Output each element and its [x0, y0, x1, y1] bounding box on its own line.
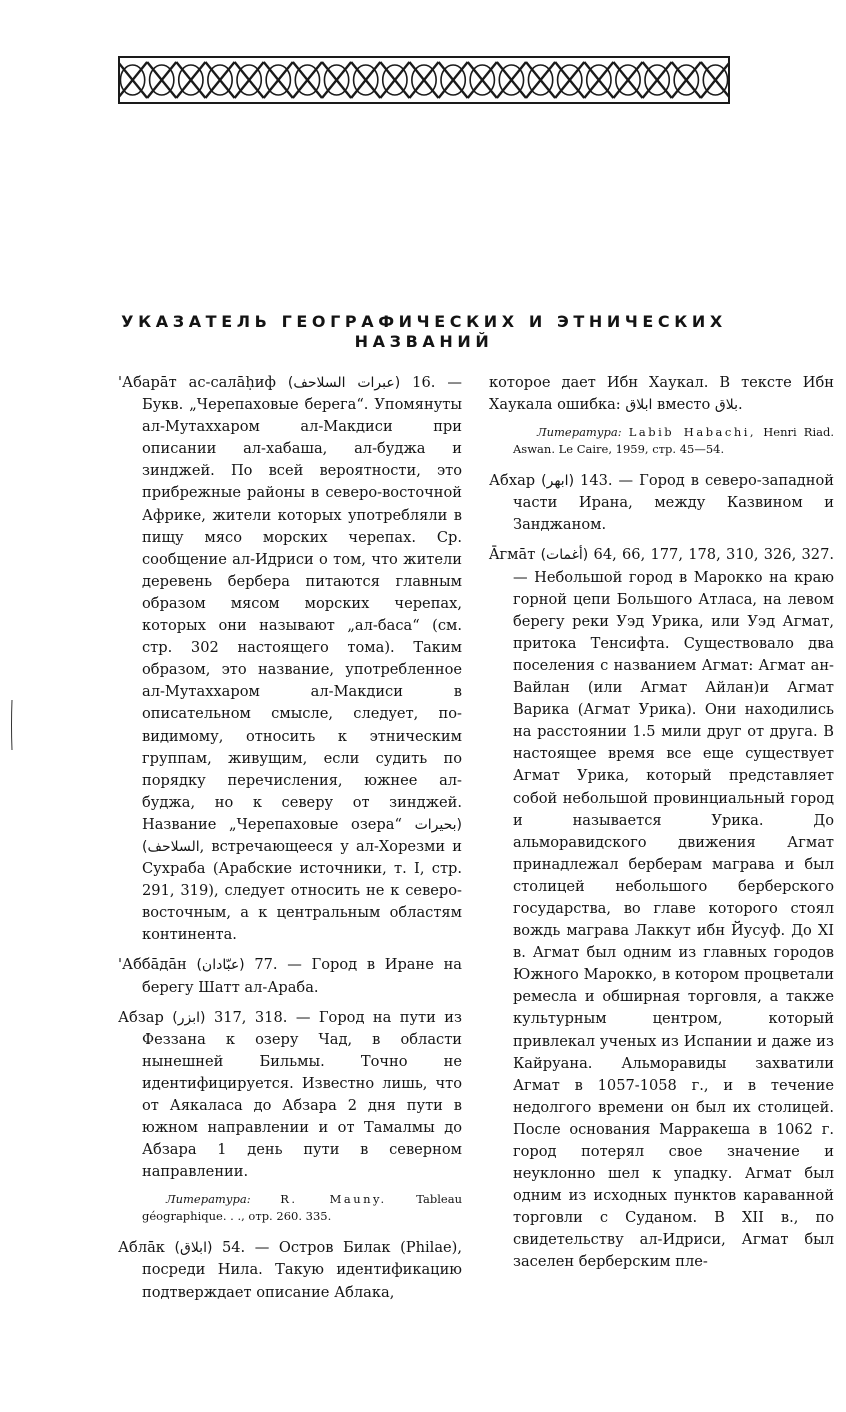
- entry-head: Абхар: [489, 472, 536, 490]
- literature-note: [118, 1191, 462, 1225]
- continuation-end: .: [738, 396, 743, 414]
- entry-body: 143. — Город в северо-западной части Ирана, между Казвином и Занджаном.: [513, 472, 834, 534]
- literature-note: [489, 424, 834, 458]
- entry-arabic: (أغمات): [540, 547, 589, 564]
- margin-pencil-mark: [10, 700, 14, 750]
- decorative-ornament-band: [118, 56, 730, 104]
- entry-body: 16. — Букв. „Черепаховые берега“. Упомянуты ал-Мутаххаром ал-Макдиси при описании ал-хабаша, ал-буджа и зинджей. По всей вероятности, это прибрежные районы в северо-восточной Африке, жители которых употребляли в пищу мясо морских черепах. Ср. сообщение ал-Идриси о том, что жители деревень бербера питаются главным образом мясом морских черепах, которых они называют „ал-баса“ (см. стр. 302 настоящего тома). Таким образом, это название, употребленное ал-Мутаххаром ал-Макдиси в описательном смысле, следует, по-видимому, относить к этническим группам, живущим, если судить по порядку перечисления, южнее ал-буджа, но к северу от зинджей. Название „Черепаховые озера“: [142, 374, 462, 833]
- literature-author: Labib Habachi,: [628, 425, 757, 440]
- index-entry: [118, 1237, 462, 1303]
- entry-body-2: , встречающееся у ал-Хорезми и Сухраба (Арабские источники, т. I, стр. 291, 319), следует относить не к северо-восточным, а к центральным областям континента.: [142, 837, 462, 944]
- literature-label: Литература:: [537, 425, 622, 440]
- continuation-mid: вместо: [652, 396, 715, 414]
- entry-body: 77. — Город в Иране на берегу Шатт ал-Араба.: [142, 956, 462, 996]
- index-entry: [118, 1007, 462, 1184]
- entry-head: Āгмāт: [489, 546, 536, 564]
- entry-body: 64, 66, 177, 178, 310, 326, 327. — Небольшой город в Марокко на краю горной цепи Большого Атласа, на левом берегу реки Уэд Урика, или Уэд Агмат, притока Тенсифта. Существовало два поселения с названием Агмат: Агмат ан-Вайлан (или Агмат Айлан)и Агмат Варика (Агмат Урика). Они находились на расстоянии 1.5 мили друг от друга. В настоящее время все еще существует Агмат Урика, который представляет собой небольшой провинциальный город и называется Урика. До альморавидского движения Агмат принадлежал берберам маграва и был столицей небольшого берберского государства, во главе которого стоял вождь маграва Лаккут ибн Йусуф. До XI в. Агмат был одним из главных городов Южного Марокко, в котором процветали ремесла и обширная торговля, а также культурным центром, который привлекал ученых из Испании и даже из Кайруана. Альморавиды захватили Агмат в 1057-1058 г., и в течение недолгого времени он был их столицей. После основания Марракеша в 1062 г. город потерял свое значение и неуклонно шел к упадку. Агмат был одним из исходных пунктов караванной торговли с Суданом. В XII в., по свидетельству ал-Идриси, Агмат был заселен берберским пле-: [513, 546, 834, 1271]
- index-entry: [118, 954, 462, 998]
- entry-body: 317, 318. — Город на пути из Феззана к озеру Чад, в области нынешней Бильмы. Точно не идентифицируется. Известно лишь, что от Аякаласа до Абзара 2 дня пути в южном направлении и от Тамалмы до Абзара 1 день пути в северном направлении.: [142, 1008, 462, 1181]
- continuation-text: которое дает Ибн Хаукал. В тексте Ибн Хаукала ошибка:: [489, 374, 834, 414]
- entry-arabic: (ابلاق): [174, 1240, 213, 1257]
- right-column: [489, 372, 834, 1282]
- entry-body: 54. — Остров Билак (Philae), посреди Нила. Такую идентификацию подтверждает описание Аблака,: [142, 1239, 463, 1301]
- entry-head: Абзар: [118, 1008, 164, 1026]
- entry-head: Аблāк: [118, 1239, 165, 1257]
- entry-head: 'Аббāдāн: [118, 956, 187, 974]
- literature-author: R. Mauny.: [280, 1192, 387, 1207]
- entry-continuation: [489, 372, 834, 416]
- arabic-correct-form: بلاق: [714, 397, 739, 414]
- entry-arabic: (عبرات السلاحف): [287, 375, 401, 391]
- heading-line-1: УКАЗАТЕЛЬ ГЕОГРАФИЧЕСКИХ И ЭТНИЧЕСКИХ: [121, 312, 727, 331]
- literature-text: Henri Riad. Aswan. Le Caire, 1959, стр. 45—54.: [513, 425, 835, 457]
- index-entry: [118, 372, 462, 946]
- index-entry: [489, 544, 834, 1273]
- left-column: [118, 372, 462, 1312]
- index-entry: [489, 470, 834, 536]
- arabic-wrong-form: ابلاق: [625, 397, 653, 414]
- literature-text: Tableau géographique. . ., отр. 260. 335.: [142, 1192, 462, 1224]
- entry-arabic: (ابهر): [541, 473, 575, 490]
- entry-arabic-2: (بحيرات السلاحف): [142, 816, 462, 855]
- heading-line-2: НАЗВАНИЙ: [354, 332, 494, 351]
- literature-label: Литература:: [166, 1192, 251, 1207]
- entry-arabic: (ابزر): [172, 1009, 206, 1026]
- page-heading: [118, 312, 730, 352]
- entry-arabic: (عبّادان): [196, 957, 245, 974]
- entry-head: 'Абарāт ас-салāḥиф: [118, 374, 276, 391]
